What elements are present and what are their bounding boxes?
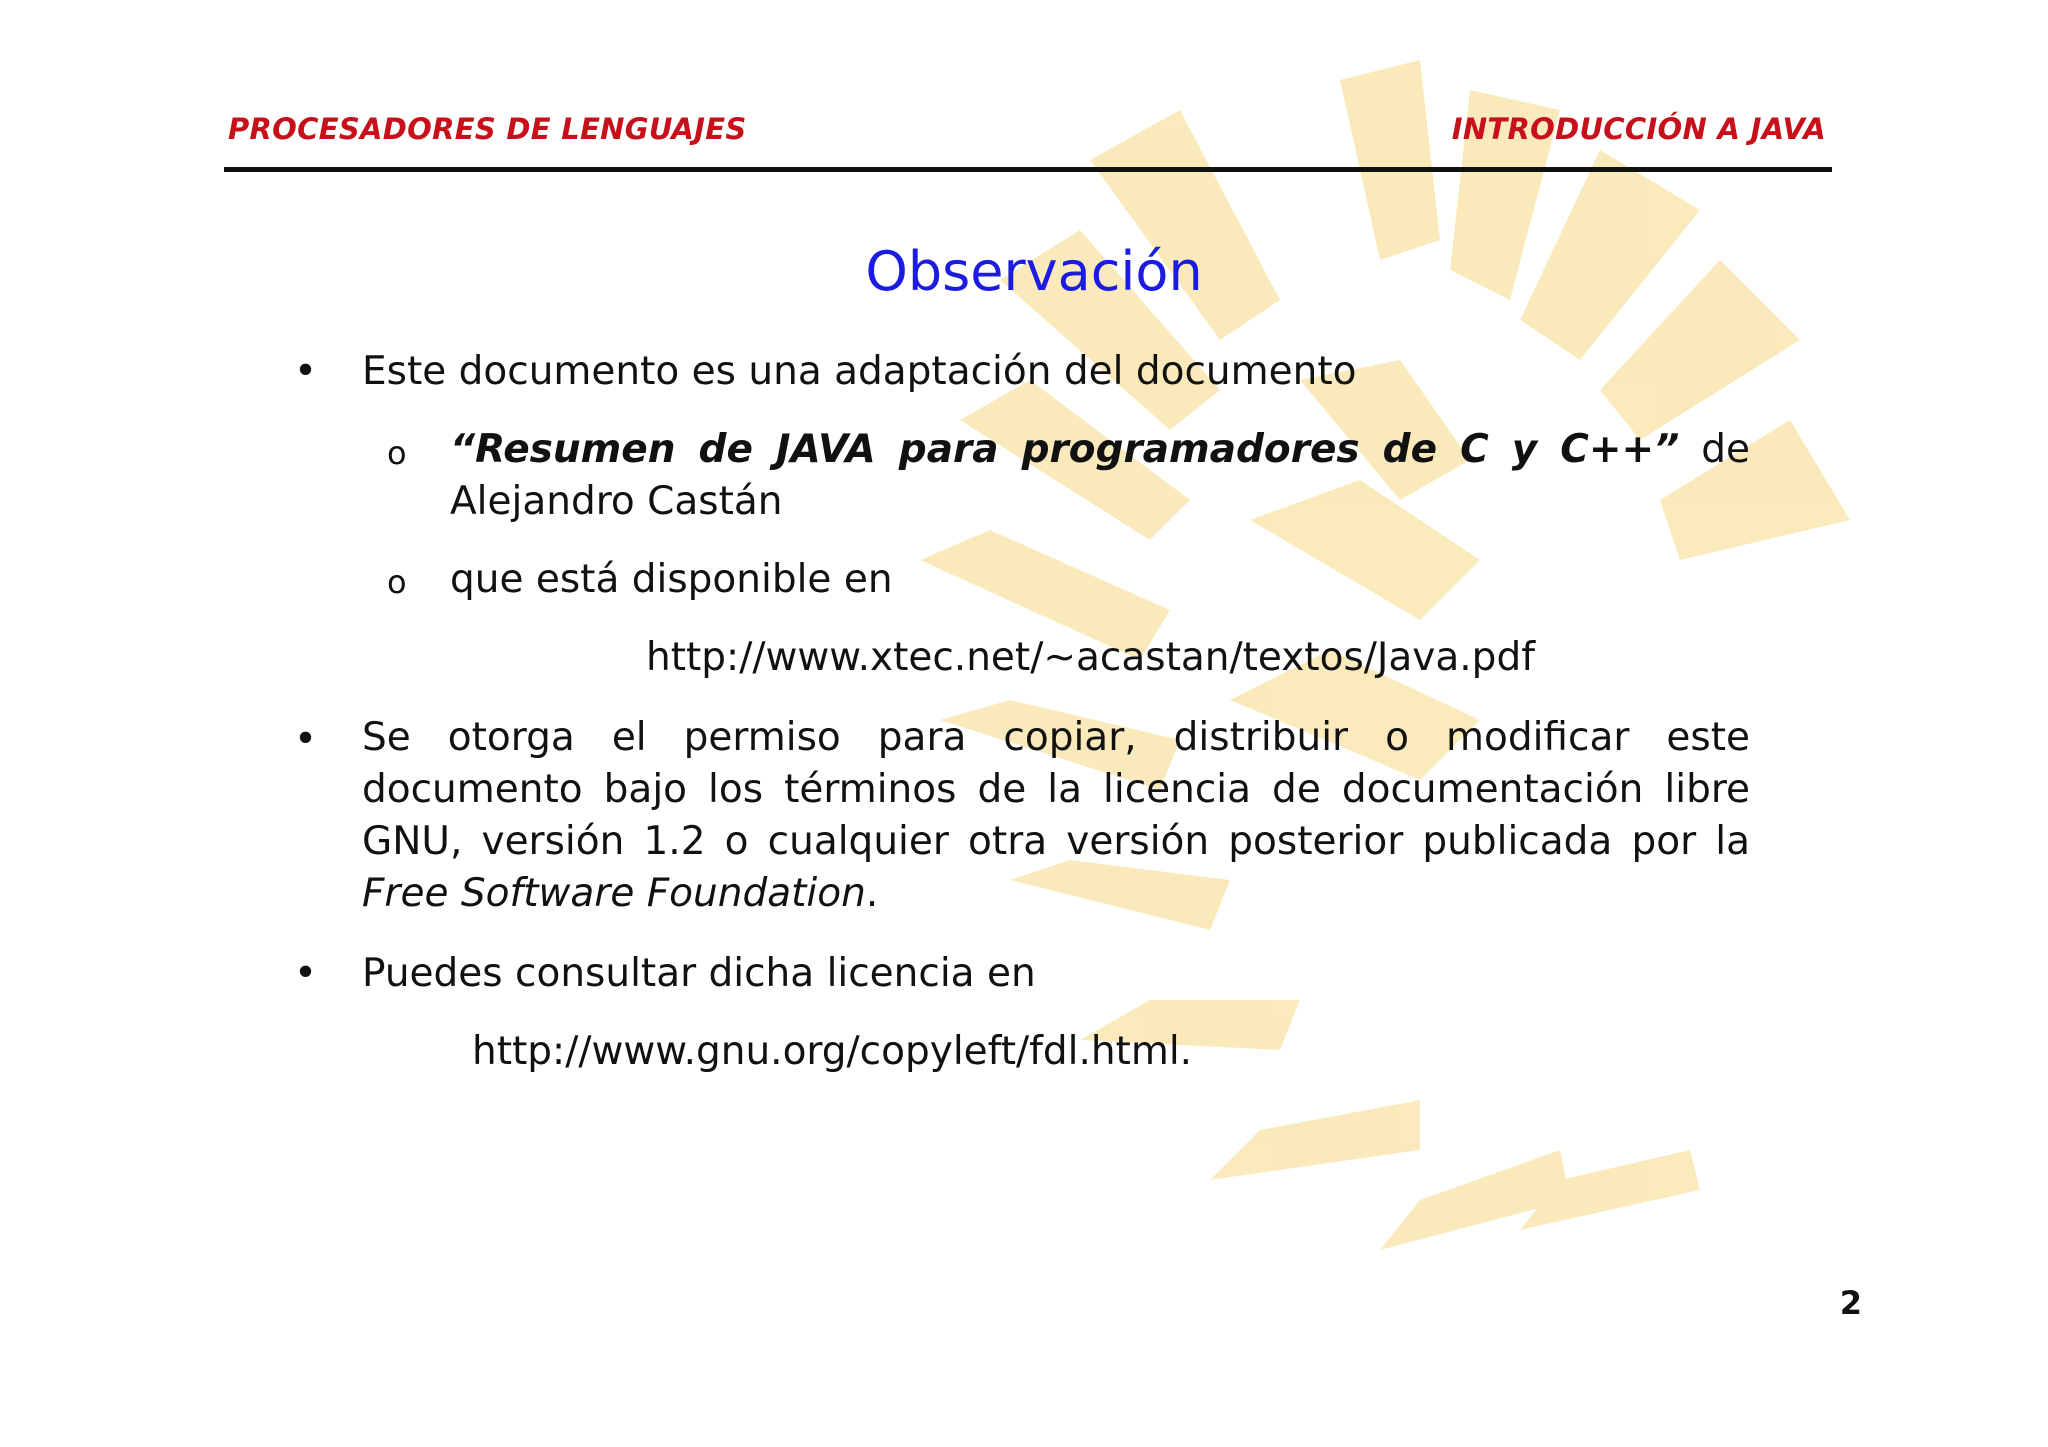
source-document-author: de Alejandro Castán	[450, 427, 1750, 524]
subbullet-marker: o	[387, 563, 407, 601]
source-url-link[interactable]: http://www.xtec.net/~acastan/textos/Java.pdf	[646, 635, 1535, 680]
subbullet-marker: o	[387, 434, 407, 472]
free-software-foundation-text: Free Software Foundation	[362, 871, 866, 916]
page-number: 2	[1839, 1284, 1862, 1322]
bullet-consult-license-text: Puedes consultar dicha licencia en	[362, 951, 1036, 996]
subbullet-source-document	[450, 424, 1750, 528]
bullet-license-text	[362, 712, 1750, 920]
source-document-title: “Resumen de JAVA para programadores de C y C++”	[450, 427, 1680, 472]
page-title: Observación	[865, 240, 1203, 303]
license-period: .	[865, 871, 879, 916]
bullet-marker: •	[294, 951, 318, 996]
header-divider	[224, 167, 1832, 172]
header-course-title: PROCESADORES DE LENGUAJES	[228, 112, 747, 146]
bullet-adaptation-text: Este documento es una adaptación del documento	[362, 349, 1357, 394]
license-permission-text: Se otorga el permiso para copiar, distribuir o modificar este documento bajo los términos de la licencia de documentación libre GNU, versión 1.2 o cualquier otra versión posterior publicada por la	[362, 715, 1750, 864]
header-section-title: INTRODUCCIÓN A JAVA	[1451, 112, 1826, 146]
subbullet-availability-text: que está disponible en	[450, 557, 893, 602]
bullet-marker: •	[294, 717, 318, 762]
license-url-link[interactable]: http://www.gnu.org/copyleft/fdl.html.	[472, 1029, 1193, 1074]
bullet-marker: •	[294, 349, 318, 394]
